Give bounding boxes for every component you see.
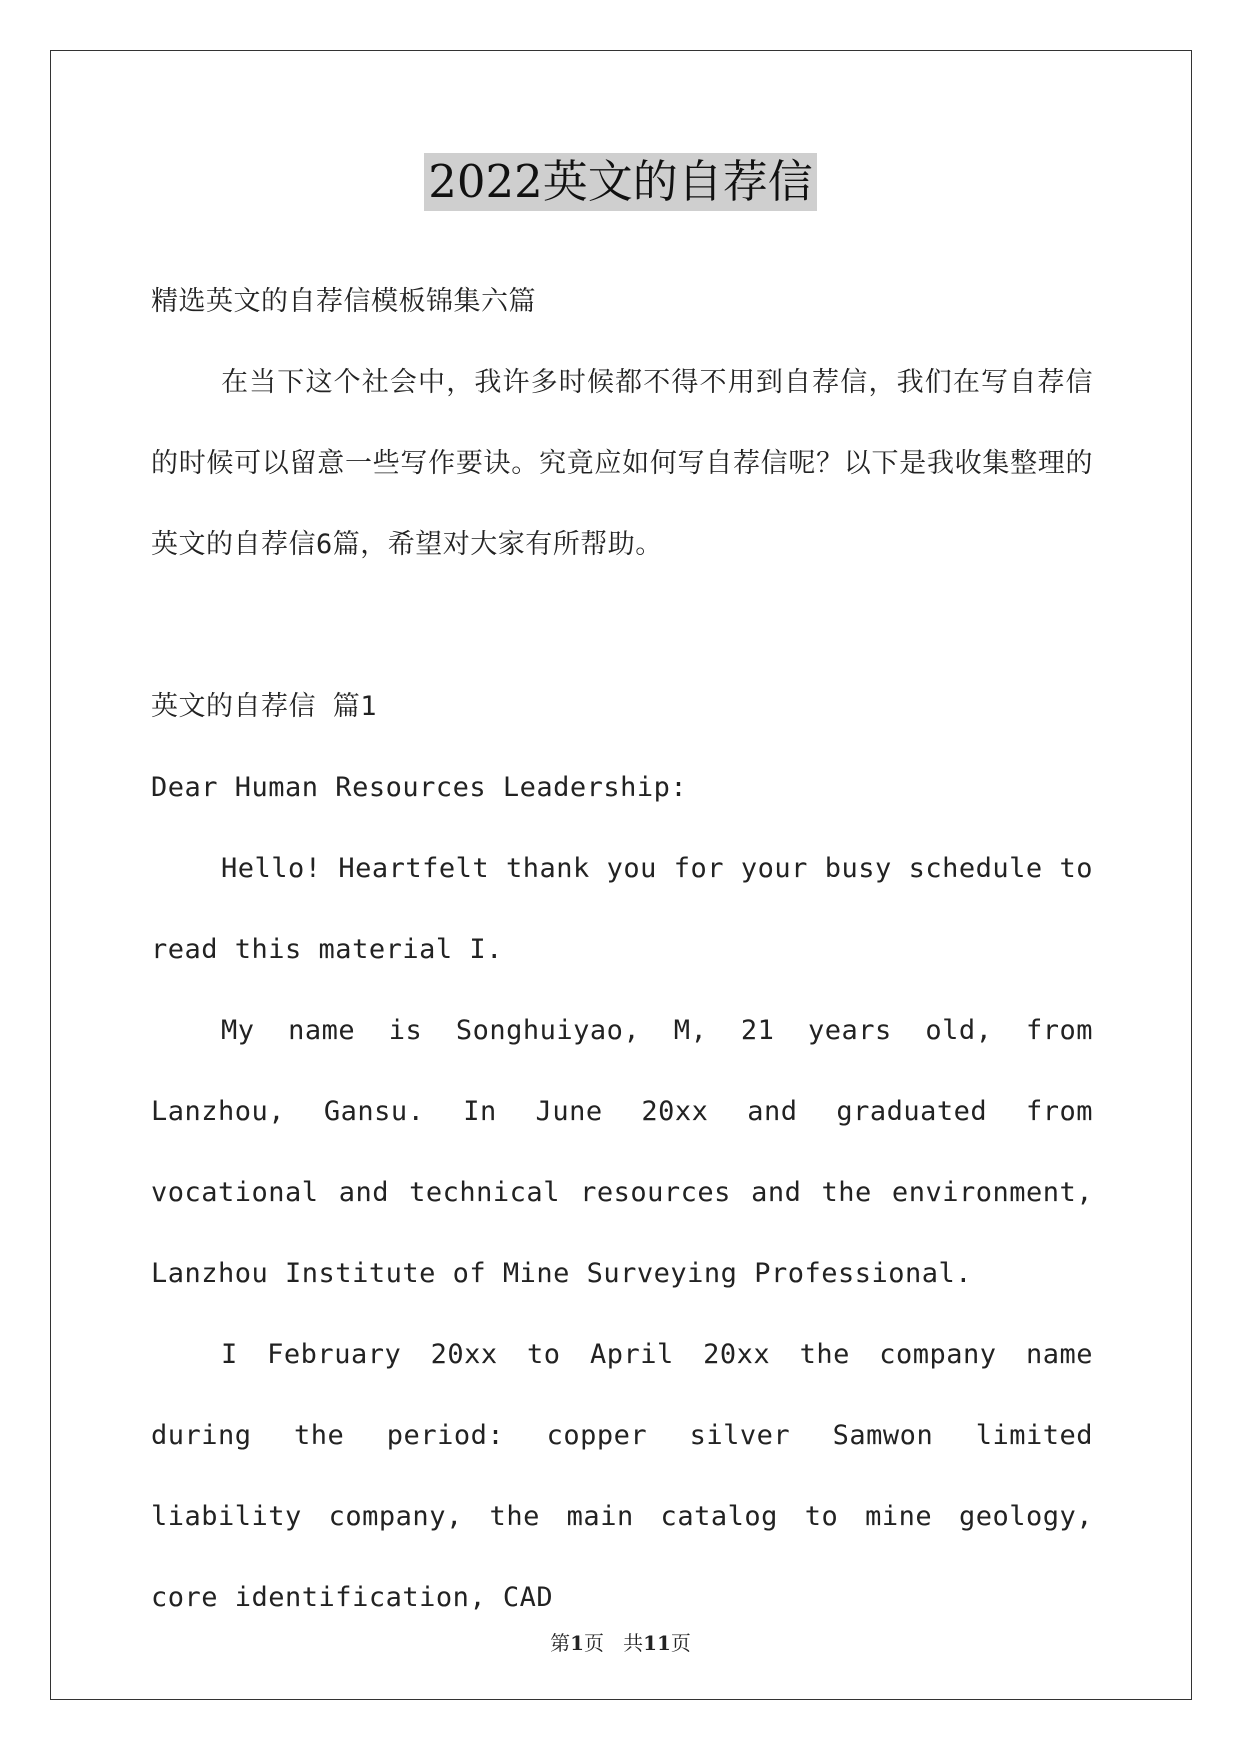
- body-paragraph: My name is Songhuiyao, M, 21 years old, from Lanzhou, Gansu. In June 20xx and graduated from vocational and technical resources and the environment, Lanzhou Institute of Mine Surveying Professional.: [151, 1015, 1093, 1289]
- body-paragraph: I February 20xx to April 20xx the company name during the period: copper silver Samwon limited liability company, the main catalog to mine geology, core identification, CAD: [151, 1339, 1093, 1613]
- page-prefix: 第: [550, 1631, 571, 1655]
- document-body: [151, 261, 1093, 1638]
- document-title: 2022英文的自荐信: [424, 153, 817, 211]
- total-suffix: 页: [670, 1631, 691, 1655]
- salutation: Dear Human Resources Leadership:: [151, 772, 688, 803]
- page-footer: [0, 1627, 1241, 1656]
- document-subtitle: 精选英文的自荐信模板锦集六篇: [151, 286, 536, 317]
- total-prefix: 共: [623, 1631, 644, 1655]
- title-container: [0, 153, 1241, 211]
- page-suffix: 页: [584, 1631, 604, 1655]
- current-page-number: 1: [570, 1631, 584, 1655]
- intro-paragraph: 在当下这个社会中，我许多时候都不得不用到自荐信，我们在写自荐信的时候可以留意一些写作要诀。究竟应如何写自荐信呢？以下是我收集整理的英文的自荐信6篇，希望对大家有所帮助。: [151, 367, 1093, 560]
- total-page-count: 11: [643, 1631, 671, 1655]
- body-paragraph: Hello! Heartfelt thank you for your busy schedule to read this material I.: [151, 853, 1093, 965]
- spacer: [151, 585, 1093, 666]
- section-heading: 英文的自荐信 篇1: [151, 691, 378, 722]
